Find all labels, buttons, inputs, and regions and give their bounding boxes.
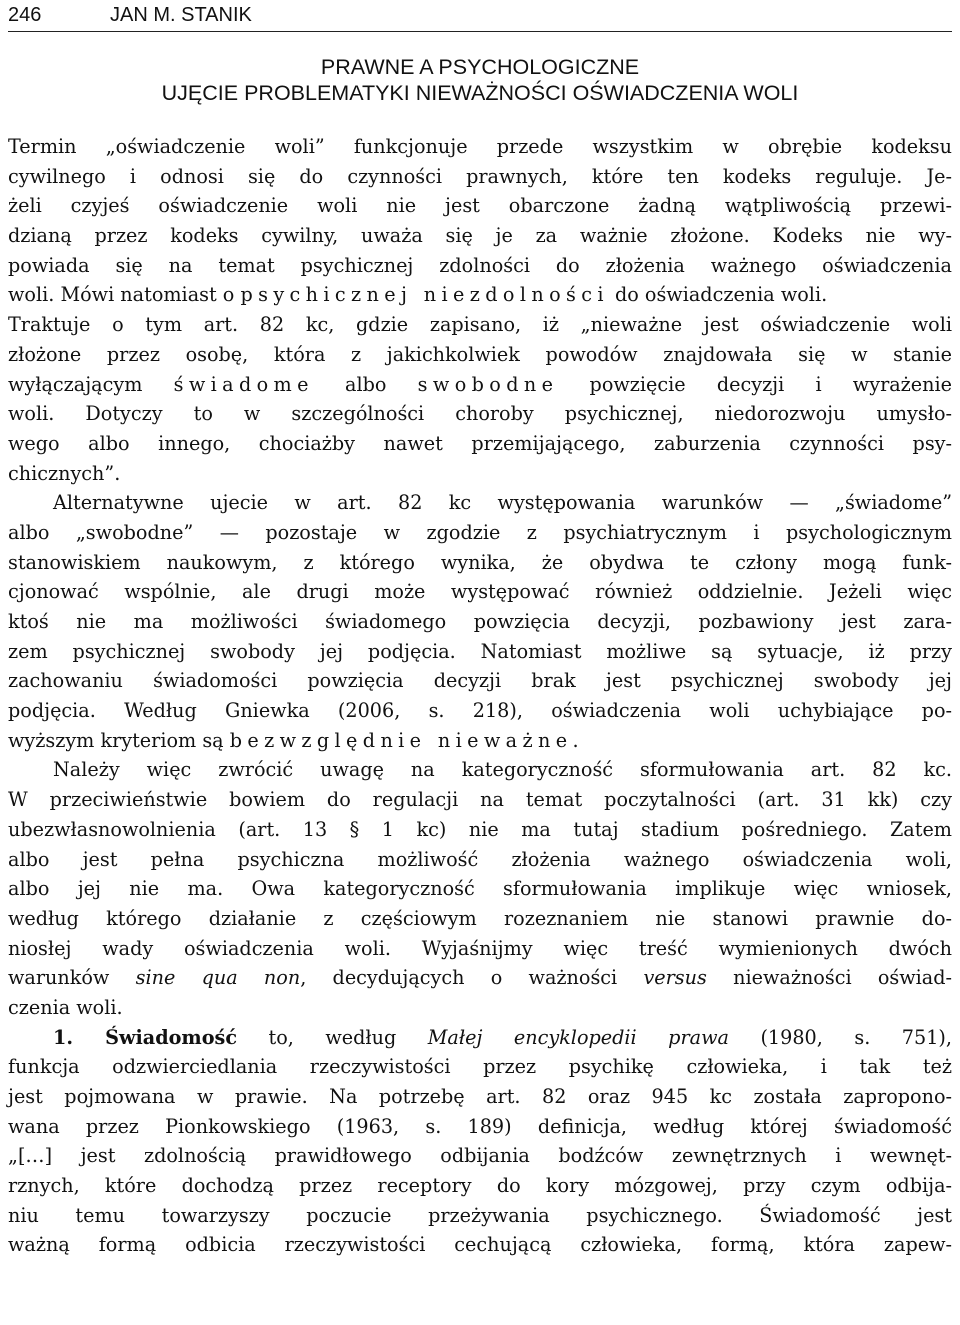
text-line: niosłej wady oświadczenia woli. Wyjaśnijmy więc treść wymienionych dwóch: [8, 936, 952, 960]
spaced-emphasis: świadome: [173, 372, 314, 396]
text-line: stanowiskiem naukowym, z którego wynika, że obydwa te człony mogą funk-: [8, 550, 952, 574]
text-run: nieważności oświad-: [706, 966, 953, 990]
spaced-emphasis: swobodne: [417, 372, 559, 396]
text-run: (1980, s. 751),: [728, 1025, 953, 1049]
paragraph-start: Alternatywne ujecie w art. 82 kc występowania warunków — „świadome”: [53, 491, 952, 515]
text-line: dzianą przez kodeks cywilny, uważa się je za ważnie złożone. Kodeks nie wy-: [8, 224, 952, 248]
paragraph-start: Należy więc zwrócić uwagę na kategoryczność sformułowania art. 82 kc.: [53, 758, 952, 782]
text-run: do oświadczenia woli.: [608, 283, 828, 307]
text-line: chicznych”.: [8, 461, 121, 485]
text-line: wego albo innego, chociażby nawet przemijającego, zaburzenia czynności psy-: [8, 431, 952, 455]
page-number: 246: [8, 4, 42, 26]
text-line: Termin „oświadczenie woli” funkcjonuje przede wszystkim w obrębie kodeksu: [8, 135, 952, 158]
text-run: .: [572, 728, 579, 752]
spaced-emphasis: bezwzględnie nieważne: [229, 728, 573, 752]
text-line: zem psychicznej swobody jej podjęcia. Natomiast możliwe są sytuacje, iż przy: [8, 639, 952, 663]
text-line: złożone przez osobę, która z jakichkolwiek powodów znajdowała się w stanie: [8, 342, 952, 366]
title-line-1: PRAWNE A PSYCHOLOGICZNE: [320, 55, 640, 79]
text-line: ktoś nie ma możliwości świadomego powzięcia decyzji, pozbawiony jest zara-: [8, 610, 952, 633]
text-line: powiada się na temat psychicznej zdolności do złożenia ważnego oświadczenia: [8, 253, 952, 277]
text-run: to, według: [237, 1025, 428, 1049]
text-line: cjonować wspólnie, ale drugi może występować również oddzielnie. Jeżeli więc: [8, 580, 952, 604]
text-run: woli. Mówi natomiast o: [8, 283, 241, 307]
header-rule: [8, 31, 952, 32]
text-line: zachowaniu świadomości powzięcia decyzji brak jest psychicznej swobody jej: [8, 669, 952, 693]
text-line: niu temu towarzyszy poczucie przeżywania psychicznego. Świadomość jest: [8, 1203, 952, 1227]
text-line: W przeciwieństwie bowiem do regulacji na temat poczytalności (art. 31 kk) czy: [8, 788, 952, 812]
text-run: warunków: [8, 966, 136, 990]
text-line: [8, 370, 952, 400]
text-run: albo: [313, 372, 418, 396]
text-line: woli. Dotyczy to w szczególności choroby psychicznej, niedorozwoju umysło-: [8, 402, 952, 426]
text-line: cywilnego i odnosi się do czynności prawnych, które ten kodeks reguluje. Je-: [8, 164, 952, 188]
text-run: , decydujących o ważności: [300, 966, 644, 990]
text-line: funkcja odzwierciedlania rzeczywistości przez psychikę człowieka, i tak też: [8, 1055, 952, 1079]
text-line: podjęcia. Według Gniewka (2006, s. 218), oświadczenia woli uchybiające po-: [8, 699, 952, 723]
italic-citation: Małej encyklopedii prawa: [427, 1025, 729, 1049]
text-line: [8, 963, 952, 993]
article-title: [0, 54, 960, 106]
text-line: [8, 726, 952, 756]
text-line: wana przez Pionkowskiego (1963, s. 189) definicja, według której świadomość: [8, 1114, 952, 1138]
text-line: jest pojmowana w prawie. Na potrzebę art. 82 oraz 945 kc została zapropono-: [8, 1085, 952, 1108]
text-line: [8, 280, 952, 310]
text-run: wyłączającym: [8, 372, 174, 396]
text-line: albo „swobodne” — pozostaje w zgodzie z psychiatrycznym i psychologicznym: [8, 520, 952, 544]
paragraph-start: [8, 1023, 952, 1053]
article-body: [8, 132, 952, 1260]
text-line: czenia woli.: [8, 995, 123, 1019]
running-head: JAN M. STANIK: [110, 4, 252, 26]
text-line: albo jest pełna psychiczna możliwość złożenia ważnego oświadczenia woli,: [8, 847, 952, 871]
italic-term: versus: [643, 966, 707, 990]
text-line: ubezwłasnowolnienia (art. 13 § 1 kc) nie ma tutaj stadium pośredniego. Zatem: [8, 817, 952, 841]
text-line: według którego działanie z częściowym rozeznaniem nie stanowi prawnie do-: [8, 906, 952, 930]
text-line: ważną formą odbicia rzeczywistości cechującą człowieka, formą, która zapew-: [8, 1233, 952, 1257]
italic-term: sine qua non: [135, 966, 301, 990]
text-line: rznych, które dochodzą przez receptory do kory mózgowej, przy czym odbija-: [8, 1174, 952, 1198]
text-line: albo jej nie ma. Owa kategoryczność sformułowania implikuje więc wniosek,: [8, 877, 952, 901]
text-run: powzięcie decyzji i wyrażenie: [558, 372, 952, 396]
text-line: żeli czyjeś oświadczenie woli nie jest obarczone żadną wątpliwością przewi-: [8, 194, 952, 218]
section-heading: 1. Świadomość: [53, 1025, 238, 1049]
spaced-emphasis: psychicznej niezdolności: [240, 283, 609, 307]
running-header: [8, 2, 952, 28]
text-run: wyższym kryteriom są: [8, 728, 230, 752]
title-line-2: UJĘCIE PROBLEMATYKI NIEWAŻNOŚCI OŚWIADCZENIA WOLI: [161, 81, 799, 105]
text-line: „[…] jest zdolnością prawidłowego odbijania bodźców zewnętrznych i wewnęt-: [8, 1144, 952, 1168]
text-line: Traktuje o tym art. 82 kc, gdzie zapisano, iż „nieważne jest oświadczenie woli: [8, 313, 952, 337]
